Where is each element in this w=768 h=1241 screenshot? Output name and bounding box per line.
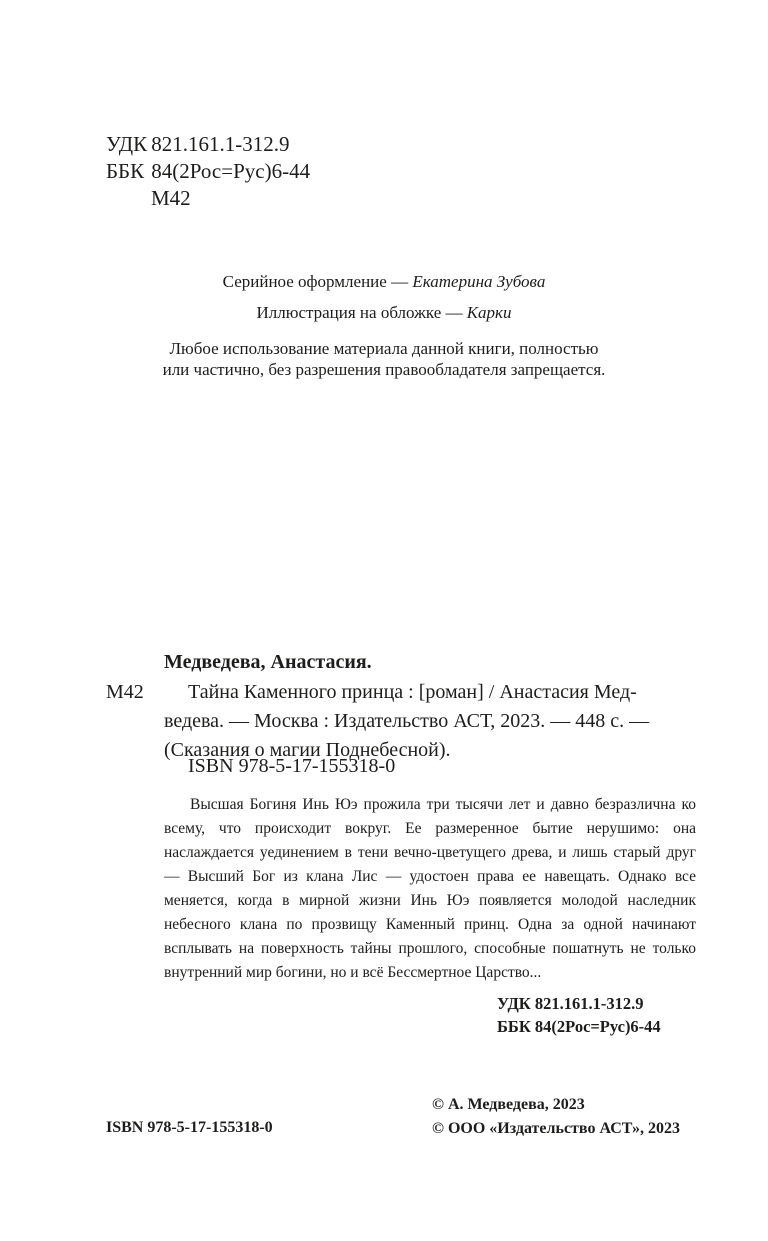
description-line: (Сказания о магии Поднебесной). bbox=[164, 739, 451, 761]
bottom-udk: УДК 821.161.1-312.9 bbox=[497, 994, 644, 1013]
udk-label: УДК bbox=[106, 132, 148, 156]
bottom-bbk: ББК 84(2Рос=Рус)6-44 bbox=[497, 1017, 661, 1036]
bottom-codes bbox=[497, 992, 661, 1038]
copyright-block bbox=[432, 1093, 680, 1141]
series-design-label: Серийное оформление — bbox=[222, 272, 413, 291]
cover-illustration-label: Иллюстрация на обложке — bbox=[256, 303, 467, 322]
description-line: ведева. — Москва : Издательство АСТ, 2023. — 448 с. — bbox=[164, 710, 650, 732]
author-mark-row bbox=[106, 185, 310, 212]
copyright-author: © А. Медведева, 2023 bbox=[432, 1096, 585, 1113]
cover-illustration-name: Карки bbox=[466, 303, 512, 322]
rights-notice-line: Любое использование материала данной книги, полностью bbox=[169, 339, 599, 358]
description-line: Тайна Каменного принца : [роман] / Анастасия Мед- bbox=[188, 681, 637, 703]
footer-isbn: ISBN 978-5-17-155318-0 bbox=[106, 1119, 273, 1136]
udk-row bbox=[106, 131, 310, 158]
series-design-name: Екатерина Зубова bbox=[412, 272, 546, 291]
author-heading: Медведева, Анастасия. bbox=[164, 651, 372, 673]
series-design-credit bbox=[0, 272, 768, 292]
rights-notice bbox=[0, 338, 768, 380]
author-mark: М42 bbox=[151, 186, 191, 210]
bbk-value: 84(2Рос=Рус)6-44 bbox=[151, 159, 311, 183]
udk-value: 821.161.1-312.9 bbox=[151, 132, 290, 156]
bbk-row bbox=[106, 158, 310, 185]
bibliographic-isbn: ISBN 978-5-17-155318-0 bbox=[188, 755, 396, 777]
copyright-publisher: © ООО «Издательство АСТ», 2023 bbox=[432, 1120, 681, 1137]
bibliographic-description bbox=[164, 678, 649, 765]
classification-codes bbox=[106, 131, 310, 212]
rights-notice-line: или частично, без разрешения правообладателя запрещается. bbox=[162, 360, 606, 379]
annotation: Высшая Богиня Инь Юэ прожила три тысячи лет и давно безразлична ко всему, что происходит вокруг. Ее размеренное бытие нерушимо: она наслаждается уединением в тени вечно-цветущего древа, и лишь старый друг — Высший Бог из клана Лис — удостоен права ее навещать. Однако все меняется, когда в мирной жизни Инь Юэ появляется молодой наследник небесного клана по прозвищу Каменный принц. Одна за одной начинают всплывать на поверхность тайны прошлого, способные пошатнуть не только внутренний мир богини, но и всё Бессмертное Царство... bbox=[164, 796, 696, 981]
bibliographic-author-mark: М42 bbox=[106, 681, 144, 703]
cover-illustration-credit bbox=[0, 303, 768, 323]
bbk-label: ББК bbox=[106, 159, 145, 183]
